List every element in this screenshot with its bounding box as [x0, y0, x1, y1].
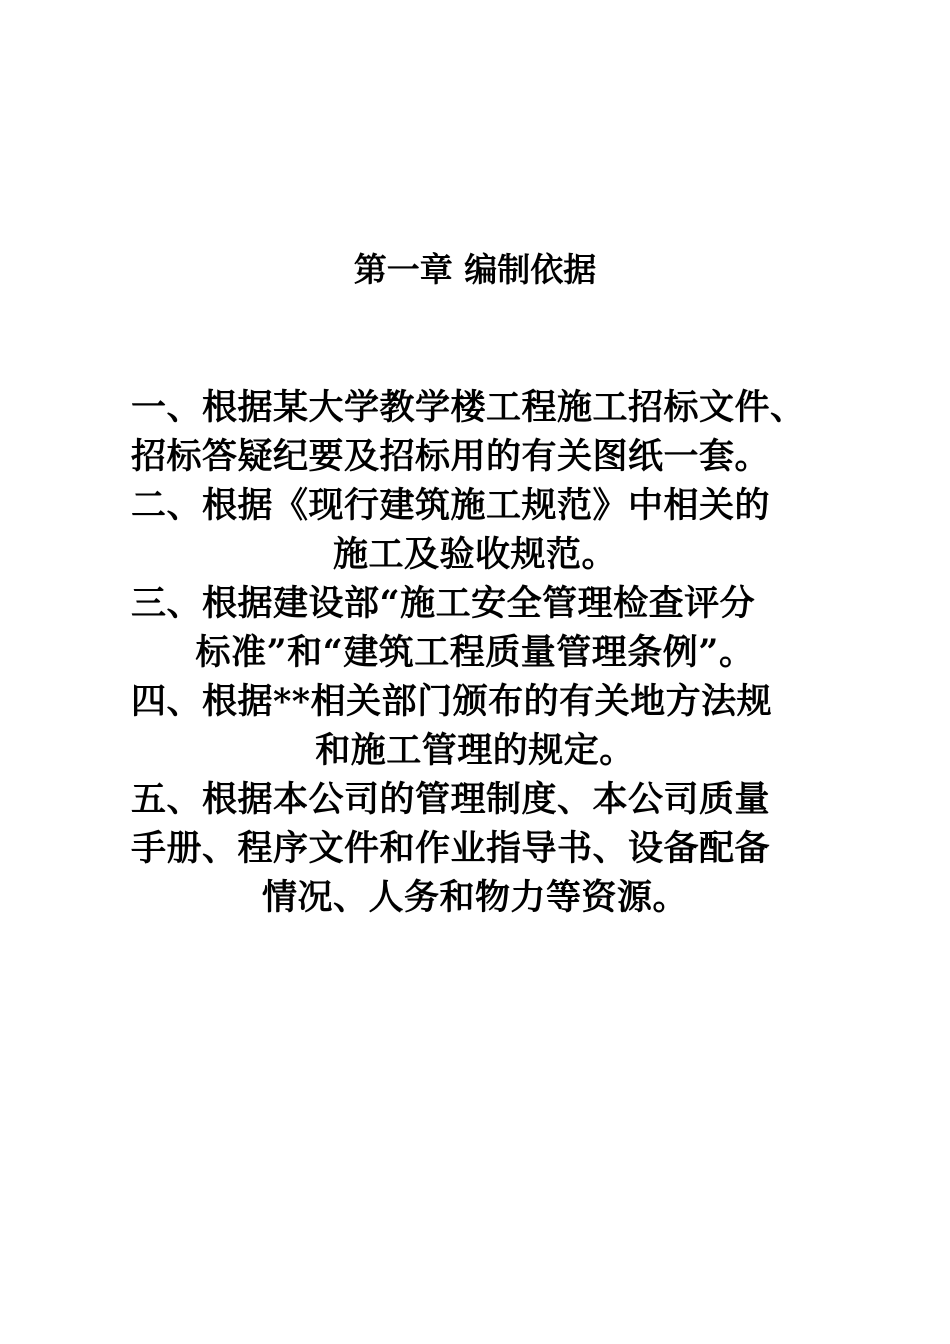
basis-item-3-line-1: 三、根据建设部“施工安全管理检查评分	[131, 583, 756, 624]
chapter-title: 第一章 编制依据	[353, 250, 597, 289]
basis-item-2-line-1: 二、根据《现行建筑施工规范》中相关的	[131, 485, 771, 526]
basis-item-5-line-3: 情况、人务和物力等资源。	[261, 877, 688, 918]
basis-item-4-line-2: 和施工管理的规定。	[315, 730, 635, 771]
basis-item-4-line-1: 四、根据**相关部门颁布的有关地方法规	[131, 681, 773, 722]
basis-item-1-line-2: 招标答疑纪要及招标用的有关图纸一套。	[131, 436, 771, 477]
basis-item-5-line-1: 五、根据本公司的管理制度、本公司质量	[131, 779, 771, 820]
basis-item-5-line-2: 手册、程序文件和作业指导书、设备配备	[131, 828, 771, 869]
basis-item-2-line-2: 施工及验收规范。	[332, 534, 617, 575]
basis-item-1-line-1: 一、根据某大学教学楼工程施工招标文件、	[131, 387, 806, 428]
basis-item-3-line-2: 标准”和“建筑工程质量管理条例”。	[195, 632, 755, 673]
